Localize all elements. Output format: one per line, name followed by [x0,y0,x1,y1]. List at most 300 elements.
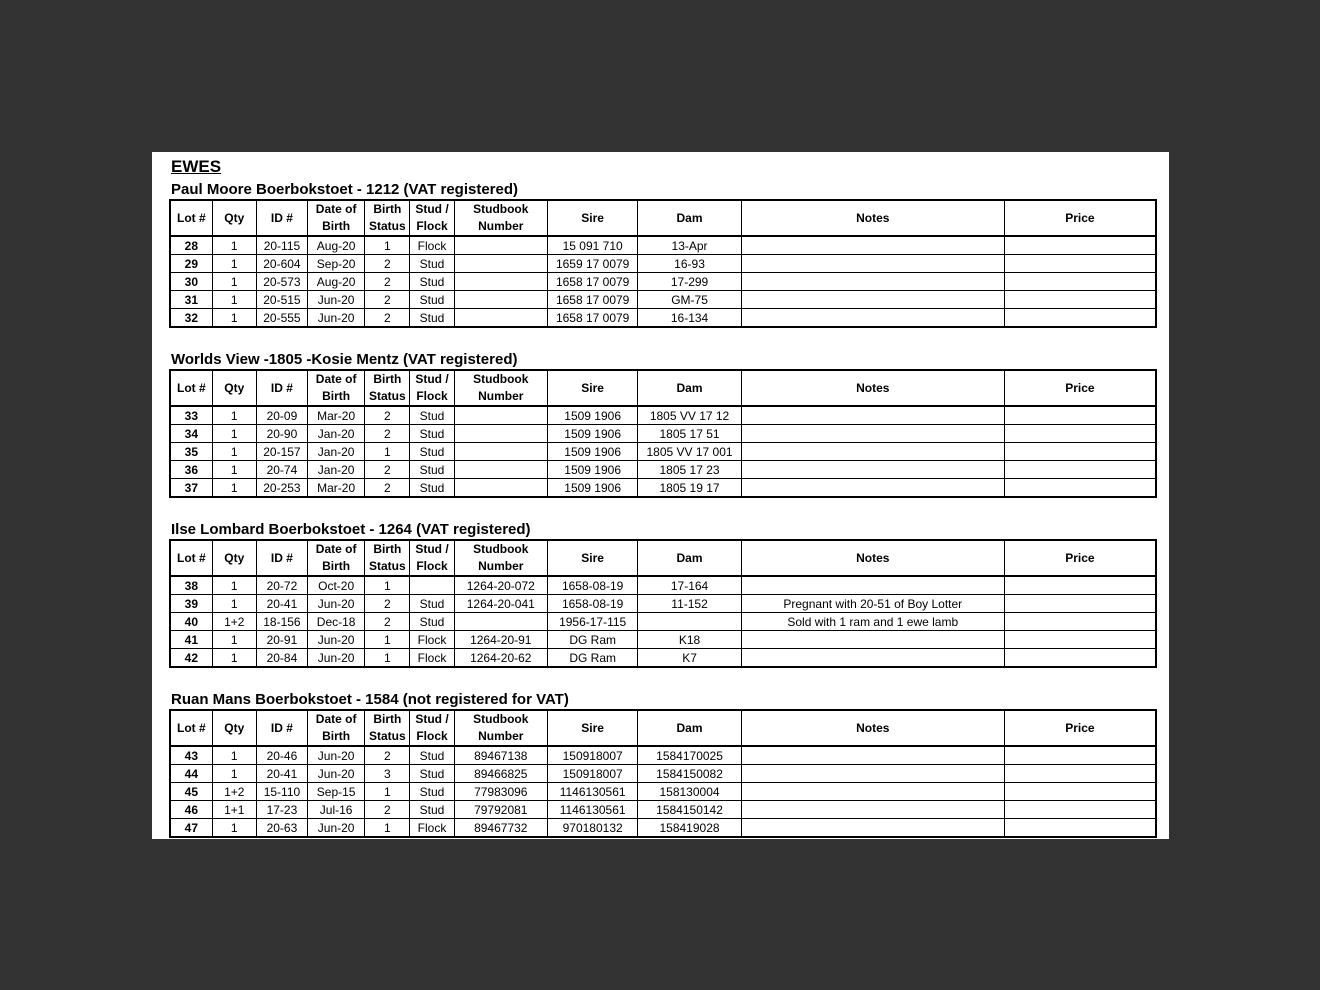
cell-id: 20-573 [256,273,307,291]
header-birth-status [365,540,410,576]
cell-sire: 1658-08-19 [547,576,637,595]
cell-status: 2 [365,291,410,309]
cell-dob: Jun-20 [308,291,365,309]
cell-stud: Stud [410,273,454,291]
cell-lot: 44 [170,765,212,783]
header-lot [170,540,212,576]
lot-table [169,199,1157,328]
cell-sire: 1509 1906 [547,479,637,498]
cell-price [1004,631,1156,649]
table-row [170,273,1156,291]
header-stud-flock-text: Flock [416,389,448,403]
cell-sire: 1146130561 [547,783,637,801]
cell-status: 1 [365,649,410,668]
cell-status: 3 [365,765,410,783]
cell-notes [741,291,1004,309]
cell-notes [741,649,1004,668]
header-birth-status-text: Status [368,729,406,743]
cell-dob: Jan-20 [308,425,365,443]
header-price [1004,710,1156,746]
cell-qty: 1 [212,443,256,461]
cell-status: 1 [365,236,410,255]
header-birth-status-text: Status [368,389,406,403]
cell-dam: 1805 17 51 [638,425,741,443]
cell-stud: Flock [410,819,454,838]
header-sire-text: Sire [581,550,604,565]
cell-id: 20-72 [256,576,307,595]
cell-studbook: 89467138 [454,746,547,765]
header-notes [741,710,1004,746]
cell-status: 2 [365,746,410,765]
cell-notes [741,406,1004,425]
cell-sire: 1658-08-19 [547,595,637,613]
cell-dam: 16-93 [638,255,741,273]
header-id-text: ID # [270,380,293,395]
cell-dob: Jun-20 [308,309,365,328]
header-date-of-birth [308,370,365,406]
cell-status: 2 [365,273,410,291]
header-qty [212,710,256,746]
cell-status: 1 [365,443,410,461]
cell-dob: Jun-20 [308,631,365,649]
header-date-of-birth-text: Birth [322,389,351,403]
cell-qty: 1 [212,631,256,649]
cell-dam: 1805 17 23 [638,461,741,479]
header-birth-status-text: Status [368,559,406,573]
cell-stud: Stud [410,291,454,309]
cell-stud: Stud [410,255,454,273]
header-dam-text: Dam [676,210,703,225]
cell-notes [741,631,1004,649]
header-lot-text: Lot # [176,720,206,735]
cell-sire: 1509 1906 [547,425,637,443]
cell-dob: Mar-20 [308,479,365,498]
cell-studbook: 1264-20-62 [454,649,547,668]
cell-stud: Stud [410,425,454,443]
header-sire-text: Sire [581,210,604,225]
cell-id: 20-41 [256,765,307,783]
cell-dam: GM-75 [638,291,741,309]
cell-id: 20-84 [256,649,307,668]
cell-dob: Oct-20 [308,576,365,595]
header-birth-status-text: Birth [373,712,402,726]
cell-dob: Jun-20 [308,765,365,783]
header-qty [212,370,256,406]
header-dam [638,710,741,746]
cell-notes [741,273,1004,291]
header-date-of-birth-text: Birth [322,729,351,743]
cell-dam: 1805 VV 17 001 [638,443,741,461]
header-date-of-birth-text: Date of [315,712,357,726]
cell-status: 2 [365,309,410,328]
header-stud-flock [410,200,454,236]
cell-sire: 150918007 [547,765,637,783]
cell-id: 20-157 [256,443,307,461]
cell-sire: 1658 17 0079 [547,291,637,309]
cell-studbook: 77983096 [454,783,547,801]
header-price-text: Price [1065,210,1095,225]
cell-price [1004,595,1156,613]
cell-id: 20-74 [256,461,307,479]
cell-price [1004,576,1156,595]
cell-sire: DG Ram [547,649,637,668]
cell-stud: Flock [410,631,454,649]
cell-qty: 1 [212,406,256,425]
cell-id: 20-91 [256,631,307,649]
header-dam-text: Dam [676,550,703,565]
cell-price [1004,801,1156,819]
cell-notes [741,479,1004,498]
cell-studbook [454,613,547,631]
cell-dob: Aug-20 [308,273,365,291]
cell-stud [410,576,454,595]
cell-stud: Stud [410,406,454,425]
cell-stud: Stud [410,461,454,479]
cell-dam: 158130004 [638,783,741,801]
cell-lot: 39 [170,595,212,613]
cell-studbook [454,461,547,479]
header-studbook-number-text: Studbook [473,542,529,556]
cell-studbook: 1264-20-91 [454,631,547,649]
cell-lot: 31 [170,291,212,309]
cell-sire: 15 091 710 [547,236,637,255]
cell-status: 2 [365,406,410,425]
header-qty-text: Qty [224,550,245,565]
header-stud-flock-text: Stud / [415,542,449,556]
header-sire-text: Sire [581,720,604,735]
cell-lot: 29 [170,255,212,273]
header-stud-flock-text: Stud / [415,202,449,216]
cell-dob: Mar-20 [308,406,365,425]
header-price [1004,540,1156,576]
cell-stud: Stud [410,801,454,819]
cell-lot: 32 [170,309,212,328]
cell-sire: 1658 17 0079 [547,309,637,328]
table-row [170,819,1156,838]
header-date-of-birth [308,200,365,236]
cell-qty: 1+2 [212,783,256,801]
header-id [256,540,307,576]
cell-status: 1 [365,576,410,595]
cell-sire: 1146130561 [547,801,637,819]
cell-price [1004,649,1156,668]
header-studbook-number [454,710,547,746]
cell-status: 2 [365,255,410,273]
cell-dob: Jul-16 [308,801,365,819]
table-row [170,309,1156,328]
table-row [170,576,1156,595]
cell-notes: Pregnant with 20-51 of Boy Lotter [741,595,1004,613]
table-header-row [170,710,1156,746]
table-row [170,613,1156,631]
header-notes [741,540,1004,576]
cell-stud: Stud [410,309,454,328]
header-studbook-number [454,200,547,236]
cell-lot: 34 [170,425,212,443]
cell-qty: 1 [212,819,256,838]
cell-status: 2 [365,461,410,479]
section-title: Paul Moore Boerbokstoet - 1212 (VAT registered) [171,181,519,198]
header-lot [170,200,212,236]
cell-notes [741,783,1004,801]
seller-section [169,350,1156,498]
cell-qty: 1 [212,255,256,273]
table-row [170,783,1156,801]
cell-studbook: 89467732 [454,819,547,838]
header-date-of-birth-text: Date of [315,542,357,556]
cell-id: 20-604 [256,255,307,273]
header-studbook-number-text: Number [478,559,524,573]
cell-dam: 11-152 [638,595,741,613]
header-qty-text: Qty [224,720,245,735]
header-date-of-birth-text: Birth [322,559,351,573]
cell-status: 2 [365,479,410,498]
header-qty [212,200,256,236]
cell-dob: Jan-20 [308,443,365,461]
cell-studbook [454,273,547,291]
cell-price [1004,746,1156,765]
cell-lot: 35 [170,443,212,461]
cell-studbook [454,443,547,461]
header-birth-status-text: Birth [373,542,402,556]
header-stud-flock-text: Flock [416,729,448,743]
header-dam-text: Dam [676,720,703,735]
header-sire-text: Sire [581,380,604,395]
table-row [170,443,1156,461]
document-page [152,152,1169,839]
header-birth-status-text: Birth [373,372,402,386]
header-price [1004,200,1156,236]
cell-status: 2 [365,613,410,631]
cell-price [1004,613,1156,631]
header-price-text: Price [1065,720,1095,735]
table-header-row [170,200,1156,236]
cell-dob: Jan-20 [308,461,365,479]
cell-lot: 42 [170,649,212,668]
table-row [170,801,1156,819]
header-id [256,200,307,236]
cell-dam: 17-299 [638,273,741,291]
header-id-text: ID # [270,720,293,735]
header-dam [638,370,741,406]
header-studbook-number-text: Number [478,389,524,403]
cell-id: 20-253 [256,479,307,498]
cell-notes [741,255,1004,273]
cell-studbook [454,425,547,443]
cell-qty: 1 [212,765,256,783]
cell-id: 15-110 [256,783,307,801]
cell-notes [741,443,1004,461]
header-studbook-number-text: Number [478,219,524,233]
header-birth-status-text: Status [368,219,406,233]
cell-qty: 1 [212,273,256,291]
cell-qty: 1 [212,649,256,668]
cell-dob: Jun-20 [308,819,365,838]
header-lot-text: Lot # [176,210,206,225]
cell-lot: 45 [170,783,212,801]
header-id-text: ID # [270,550,293,565]
section-title: Ruan Mans Boerbokstoet - 1584 (not registered for VAT) [171,691,569,708]
header-qty-text: Qty [224,210,245,225]
seller-section [169,690,1156,838]
header-dam [638,540,741,576]
cell-qty: 1 [212,461,256,479]
table-row [170,631,1156,649]
cell-price [1004,479,1156,498]
cell-sire: 1659 17 0079 [547,255,637,273]
cell-dob: Sep-20 [308,255,365,273]
cell-price [1004,461,1156,479]
cell-studbook: 89466825 [454,765,547,783]
cell-status: 2 [365,595,410,613]
header-stud-flock-text: Flock [416,219,448,233]
cell-dam: 1805 19 17 [638,479,741,498]
cell-studbook [454,236,547,255]
table-row [170,406,1156,425]
cell-studbook: 1264-20-041 [454,595,547,613]
cell-notes [741,236,1004,255]
cell-dam [638,613,741,631]
header-stud-flock-text: Stud / [415,372,449,386]
cell-price [1004,425,1156,443]
header-qty-text: Qty [224,380,245,395]
table-header-row [170,370,1156,406]
header-date-of-birth [308,540,365,576]
cell-dob: Jun-20 [308,746,365,765]
cell-qty: 1 [212,309,256,328]
cell-lot: 37 [170,479,212,498]
cell-stud: Stud [410,746,454,765]
cell-price [1004,255,1156,273]
header-studbook-number [454,370,547,406]
header-id [256,370,307,406]
cell-notes [741,746,1004,765]
cell-sire: DG Ram [547,631,637,649]
cell-sire: 150918007 [547,746,637,765]
cell-dob: Sep-15 [308,783,365,801]
cell-status: 2 [365,425,410,443]
cell-id: 20-46 [256,746,307,765]
cell-qty: 1 [212,236,256,255]
cell-qty: 1 [212,746,256,765]
cell-dob: Dec-18 [308,613,365,631]
header-date-of-birth-text: Birth [322,219,351,233]
cell-id: 20-09 [256,406,307,425]
header-lot-text: Lot # [176,380,206,395]
cell-qty: 1+1 [212,801,256,819]
cell-studbook [454,479,547,498]
table-row [170,595,1156,613]
cell-lot: 33 [170,406,212,425]
cell-lot: 47 [170,819,212,838]
cell-dam: 13-Apr [638,236,741,255]
cell-studbook [454,255,547,273]
cell-price [1004,765,1156,783]
cell-status: 2 [365,801,410,819]
cell-qty: 1 [212,576,256,595]
header-dam-text: Dam [676,380,703,395]
header-studbook-number-text: Studbook [473,712,529,726]
table-row [170,425,1156,443]
cell-dam: 1584170025 [638,746,741,765]
cell-sire: 970180132 [547,819,637,838]
cell-dam: K18 [638,631,741,649]
cell-lot: 43 [170,746,212,765]
cell-id: 20-90 [256,425,307,443]
cell-dam: 1584150082 [638,765,741,783]
cell-qty: 1 [212,479,256,498]
header-id-text: ID # [270,210,293,225]
cell-id: 18-156 [256,613,307,631]
cell-studbook [454,406,547,425]
cell-stud: Stud [410,613,454,631]
cell-id: 20-515 [256,291,307,309]
cell-notes [741,309,1004,328]
cell-notes [741,576,1004,595]
header-notes [741,200,1004,236]
cell-studbook [454,291,547,309]
table-header-row [170,540,1156,576]
cell-notes [741,819,1004,838]
cell-studbook: 1264-20-072 [454,576,547,595]
cell-stud: Stud [410,783,454,801]
table-row [170,255,1156,273]
cell-dam: 16-134 [638,309,741,328]
cell-stud: Flock [410,236,454,255]
header-qty [212,540,256,576]
header-stud-flock [410,370,454,406]
table-row [170,291,1156,309]
cell-status: 1 [365,783,410,801]
cell-status: 1 [365,631,410,649]
cell-dam: 17-164 [638,576,741,595]
cell-dob: Jun-20 [308,595,365,613]
header-stud-flock [410,710,454,746]
section-title: Ilse Lombard Boerbokstoet - 1264 (VAT registered) [171,521,531,538]
header-price-text: Price [1065,380,1095,395]
cell-stud: Stud [410,765,454,783]
header-date-of-birth-text: Date of [315,202,357,216]
table-row [170,479,1156,498]
header-sire [547,540,637,576]
cell-id: 20-63 [256,819,307,838]
document-title: EWES [171,157,222,176]
header-sire [547,710,637,746]
cell-sire: 1509 1906 [547,443,637,461]
cell-notes [741,425,1004,443]
cell-notes: Sold with 1 ram and 1 ewe lamb [741,613,1004,631]
header-lot-text: Lot # [176,550,206,565]
cell-stud: Stud [410,479,454,498]
cell-id: 20-41 [256,595,307,613]
seller-section [169,520,1156,668]
header-birth-status [365,200,410,236]
header-price [1004,370,1156,406]
cell-price [1004,291,1156,309]
cell-qty: 1 [212,425,256,443]
cell-stud: Stud [410,443,454,461]
cell-qty: 1 [212,595,256,613]
cell-sire: 1509 1906 [547,406,637,425]
cell-price [1004,819,1156,838]
cell-lot: 41 [170,631,212,649]
header-date-of-birth-text: Date of [315,372,357,386]
sections-container [169,180,1156,838]
header-studbook-number-text: Studbook [473,372,529,386]
cell-studbook [454,309,547,328]
lot-table [169,539,1157,668]
header-price-text: Price [1065,550,1095,565]
